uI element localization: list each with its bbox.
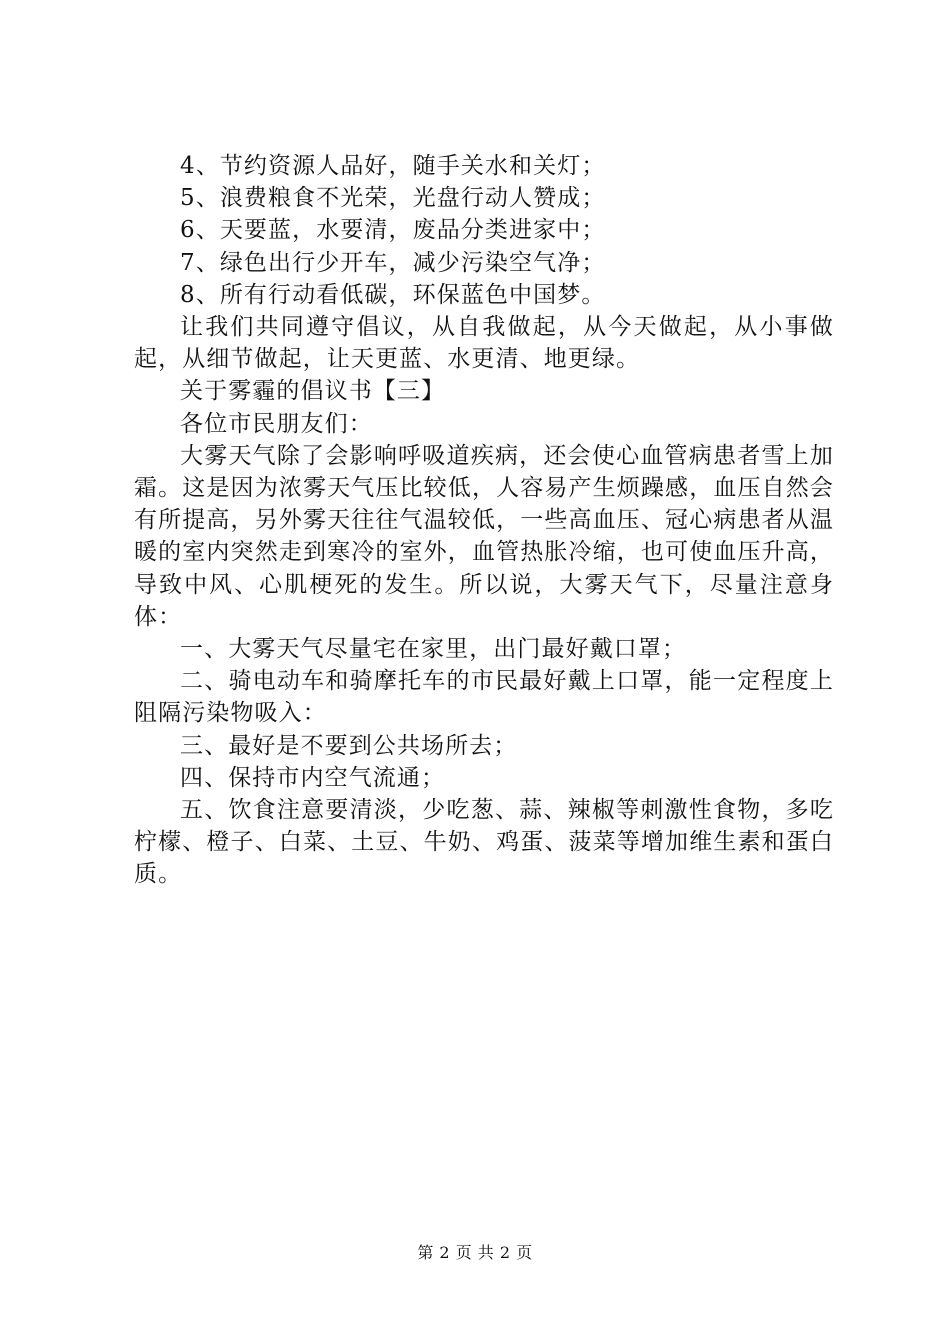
advice-item-2: 二、骑电动车和骑摩托车的市民最好戴上口罩，能一定程度上阻隔污染物吸入：	[134, 668, 834, 727]
salutation: 各位市民朋友们：	[180, 410, 373, 437]
list-item-5: 5、浪费粮食不光荣，光盘行动人赞成；	[180, 185, 606, 212]
intro-paragraph: 大雾天气除了会影响呼吸道疾病，还会使心血管病患者雪上加霜。这是因为浓雾天气压比较低，人容易产生烦躁感，血压自然会有所提高，另外雾天往往气温较低，一些高血压、冠心病患者从温暖的室内突然走到寒冷的室外，血管热胀冷缩，也可使血压升高，导致中风、心肌梗死的发生。所以说，大雾天气下，尽量注意身体：	[134, 442, 834, 630]
list-item-4: 4、节约资源人品好，随手关水和关灯；	[180, 153, 606, 179]
list-item-8: 8、所有行动看低碳，环保蓝色中国梦。	[180, 281, 606, 308]
document-body	[134, 150, 834, 891]
list-item-6: 6、天要蓝，水要清，废品分类进家中；	[180, 217, 606, 244]
section-title: 关于雾霾的倡议书【三】	[180, 378, 446, 405]
closing-paragraph: 让我们共同遵守倡议，从自我做起，从今天做起，从小事做起，从细节做起，让天更蓝、水更清、地更绿。	[134, 314, 834, 373]
advice-item-1: 一、大雾天气尽量宅在家里，出门最好戴口罩；	[180, 636, 687, 663]
advice-item-4: 四、保持市内空气流通；	[180, 764, 446, 791]
list-item-7: 7、绿色出行少开车，减少污染空气净；	[180, 249, 606, 276]
advice-item-3: 三、最好是不要到公共场所去；	[180, 732, 518, 759]
page-footer: 第 2 页 共 2 页	[417, 1243, 533, 1262]
advice-item-5: 五、饮食注意要清淡，少吃葱、蒜、辣椒等刺激性食物，多吃柠檬、橙子、白菜、土豆、牛奶、鸡蛋、菠菜等增加维生素和蛋白质。	[134, 797, 834, 888]
